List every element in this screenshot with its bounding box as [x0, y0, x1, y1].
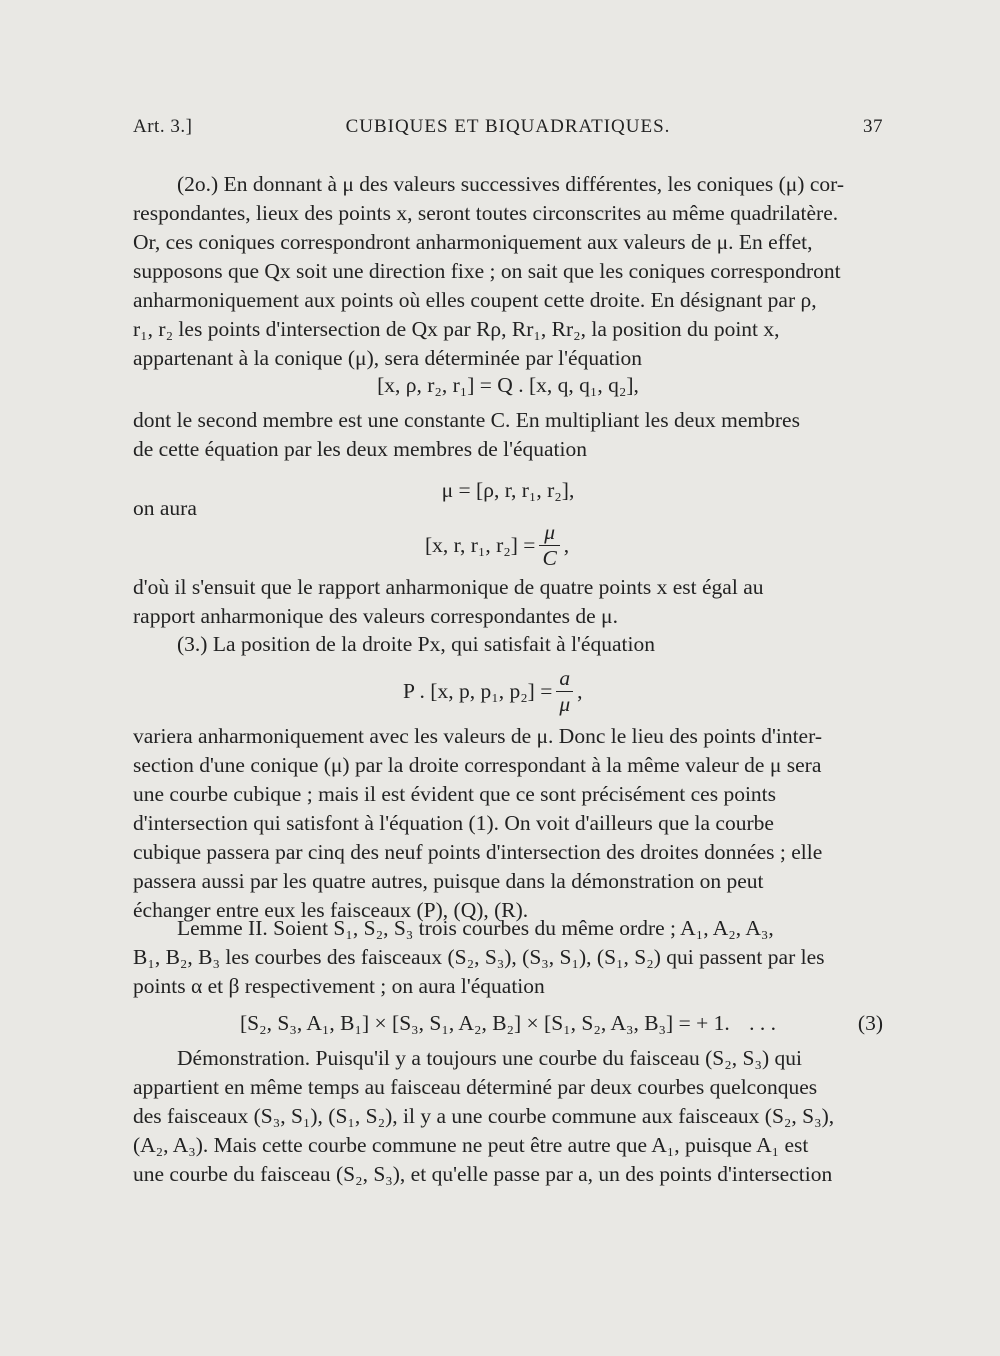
paragraph-variera — [133, 722, 883, 925]
text-line: une courbe cubique ; mais il est évident que ce sont précisément ces points — [133, 782, 777, 806]
text-line: Lemme II. Soient S₁, S₂, S₃ trois courbes du même ordre ; A₁, A₂, A₃, — [177, 916, 774, 940]
text-line: (3.) La position de la droite Px, qui satisfait à l'équation — [177, 632, 655, 656]
paragraph-3 — [133, 630, 883, 659]
equation-3-tail: , — [563, 533, 570, 557]
equation-2: μ = [ρ, r, r₁, r₂], — [441, 478, 575, 502]
text-line: cubique passera par cinq des neuf points d'intersection des droites données ; elle — [133, 840, 823, 864]
text-line: dont le second membre est une constante C. En multipliant les deux membres — [133, 408, 800, 432]
text-line: (A₂, A₃). Mais cette courbe commune ne peut être autre que A₁, puisque A₁ est — [133, 1133, 809, 1157]
text-line: r₁, r₂ les points d'intersection de Qx par Rρ, Rr₁, Rr₂, la position du point x, — [133, 317, 780, 341]
page-number: 37 — [863, 116, 883, 137]
running-title: CUBIQUES ET BIQUADRATIQUES. — [345, 116, 671, 137]
paragraph-lemme — [133, 914, 883, 1001]
equation-number: (3) — [857, 1011, 883, 1035]
text-line: section d'une conique (μ) par la droite correspondant à la même valeur de μ sera — [133, 753, 822, 777]
text-line: rapport anharmonique des valeurs correspondantes de μ. — [133, 604, 618, 628]
equation-4-tail: , — [577, 679, 583, 703]
text-line: une courbe du faisceau (S₂, S₃), et qu'elle passe par a, un des points d'intersection — [133, 1162, 833, 1186]
text-line: d'où il s'ensuit que le rapport anharmonique de quatre points x est égal au — [133, 575, 764, 599]
equation-3-lhs: [x, r, r₁, r₂] = — [425, 533, 536, 557]
equation-5-dots: . . . — [749, 1011, 776, 1035]
fraction-denominator: μ — [556, 691, 573, 717]
paragraph-constant — [133, 406, 883, 464]
text-line: supposons que Qx soit une direction fixe ; on sait que les coniques correspondront — [133, 259, 841, 283]
text-line: anharmoniquement aux points où elles coupent cette droite. En désignant par ρ, — [133, 288, 817, 312]
text-line: d'intersection qui satisfont à l'équation (1). On voit d'ailleurs que la courbe — [133, 811, 774, 835]
text-line: Or, ces coniques correspondront anharmoniquement aux valeurs de μ. En effet, — [133, 230, 813, 254]
equation-4 — [403, 666, 583, 717]
equation-3 — [425, 520, 569, 571]
text-line: appartient en même temps au faisceau déterminé par deux courbes quelconques — [133, 1075, 818, 1099]
equation-5 — [133, 1009, 883, 1038]
paragraph-rapport — [133, 573, 883, 631]
text-line: points α et β respectivement ; on aura l'équation — [133, 974, 545, 998]
text-line: de cette équation par les deux membres de l'équation — [133, 437, 588, 461]
text-line: respondantes, lieux des points x, seront toutes circonscrites au même quadrilatère. — [133, 201, 839, 225]
article-ref: Art. 3.] — [133, 116, 193, 137]
text-line: des faisceaux (S₃, S₁), (S₁, S₂), il y a une courbe commune aux faisceaux (S₂, S₃), — [133, 1104, 835, 1128]
fraction-numerator: μ — [544, 520, 555, 544]
equation-1: [x, ρ, r₂, r₁] = Q . [x, q, q₁, q₂], — [377, 373, 639, 397]
equation-5-body: [S₂, S₃, A₁, B₁] × [S₃, S₁, A₂, B₂] × [S₁, S₂, A₃, B₃] = + 1. — [240, 1011, 730, 1035]
fraction — [556, 666, 573, 717]
text-line: échanger entre eux les faisceaux (P), (Q), (R). — [133, 898, 529, 922]
paragraph-2 — [133, 170, 883, 373]
text-line: B₁, B₂, B₃ les courbes des faisceaux (S₂, S₃), (S₃, S₁), (S₁, S₂) qui passent par les — [133, 945, 825, 969]
fraction — [539, 520, 559, 571]
text-line: passera aussi par les quatre autres, puisque dans la démonstration on peut — [133, 869, 764, 893]
on-aura-text: on aura — [133, 496, 197, 520]
text-line: Démonstration. Puisqu'il y a toujours une courbe du faisceau (S₂, S₃) qui — [177, 1046, 802, 1070]
fraction-denominator: C — [539, 545, 559, 571]
paragraph-demonstration — [133, 1044, 883, 1189]
equation-4-lhs: P . [x, p, p₁, p₂] = — [403, 679, 553, 703]
text-line: (2o.) En donnant à μ des valeurs successives différentes, les coniques (μ) cor- — [177, 172, 845, 196]
fraction-numerator: a — [559, 666, 571, 690]
text-line: appartenant à la conique (μ), sera déterminée par l'équation — [133, 346, 643, 370]
text-line: variera anharmoniquement avec les valeurs de μ. Donc le lieu des points d'inter- — [133, 724, 822, 748]
